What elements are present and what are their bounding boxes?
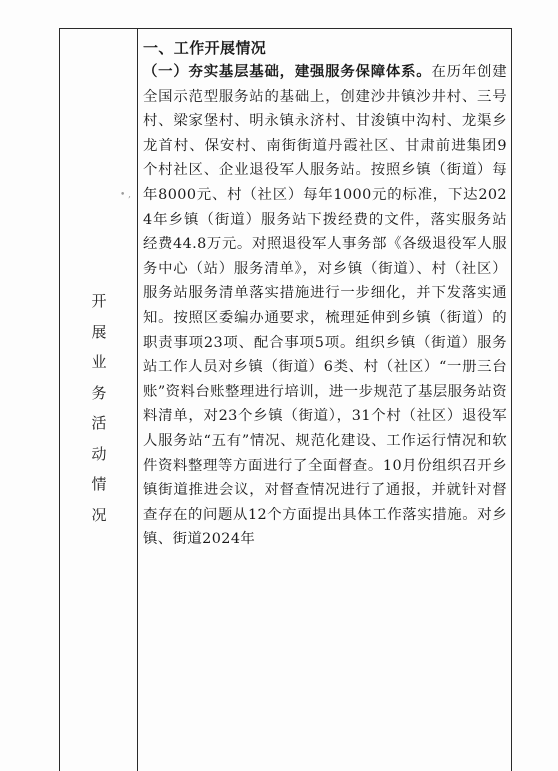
row-label-char: 活	[91, 414, 107, 432]
row-label-char: 务	[91, 383, 107, 402]
row-label-vertical	[89, 286, 109, 530]
row-label-char: 业	[91, 353, 107, 371]
content-cell	[143, 36, 507, 552]
row-label-char: 情	[91, 475, 107, 493]
row-label-char: 动	[91, 444, 107, 463]
row-label-char: 况	[91, 505, 107, 524]
row-label-char: 展	[91, 322, 107, 341]
column-divider	[137, 28, 138, 771]
paragraph-lead: （一）夯实基层基础，建强服务保障体系。	[143, 64, 432, 80]
section-heading: 一、工作开展情况	[143, 39, 267, 57]
row-label-char: 开	[91, 292, 107, 310]
scan-mark: • ,	[120, 190, 132, 200]
paragraph-body: 在历年创建全国示范型服务站的基础上，创建沙井镇沙井村、三号村、梁家堡村、明永镇永济村、甘浚镇中沟村、龙渠乡龙首村、保安村、南街街道丹霞社区、甘肃前进集团9个村社区、企业退役军人服务站。按照乡镇（街道）每年8000元、村（社区）每年1000元的标准，下达2024年乡镇（街道）服务站下拨经费的文件，落实服务站经费44.8万元。对照退役军人事务部《各级退役军人服务中心（站）服务清单》，对乡镇（街道）、村（社区）服务站服务清单落实措施进行一步细化，并下发落实通知。按照区委编办通要求，梳理延伸到乡镇（街道）的职责事项23项、配合事项5项。组织乡镇（街道）服务站工作人员对乡镇（街道）6类、村（社区）“一册三台账”资料台账整理进行培训，进一步规范了基层服务站资料清单，对23个乡镇（街道），31个村（社区）退役军人服务站“五有”情况、规范化建设、工作运行情况和软件资料整理等方面进行了全面督查。10月份组织召开乡镇街道推进会议，对督查情况进行了通报，并就针对督查存在的问题从12个方面提出具体工作落实措施。对乡镇、街道2024年	[143, 64, 507, 548]
row-label-cell	[59, 28, 137, 771]
body-paragraph	[143, 60, 507, 552]
